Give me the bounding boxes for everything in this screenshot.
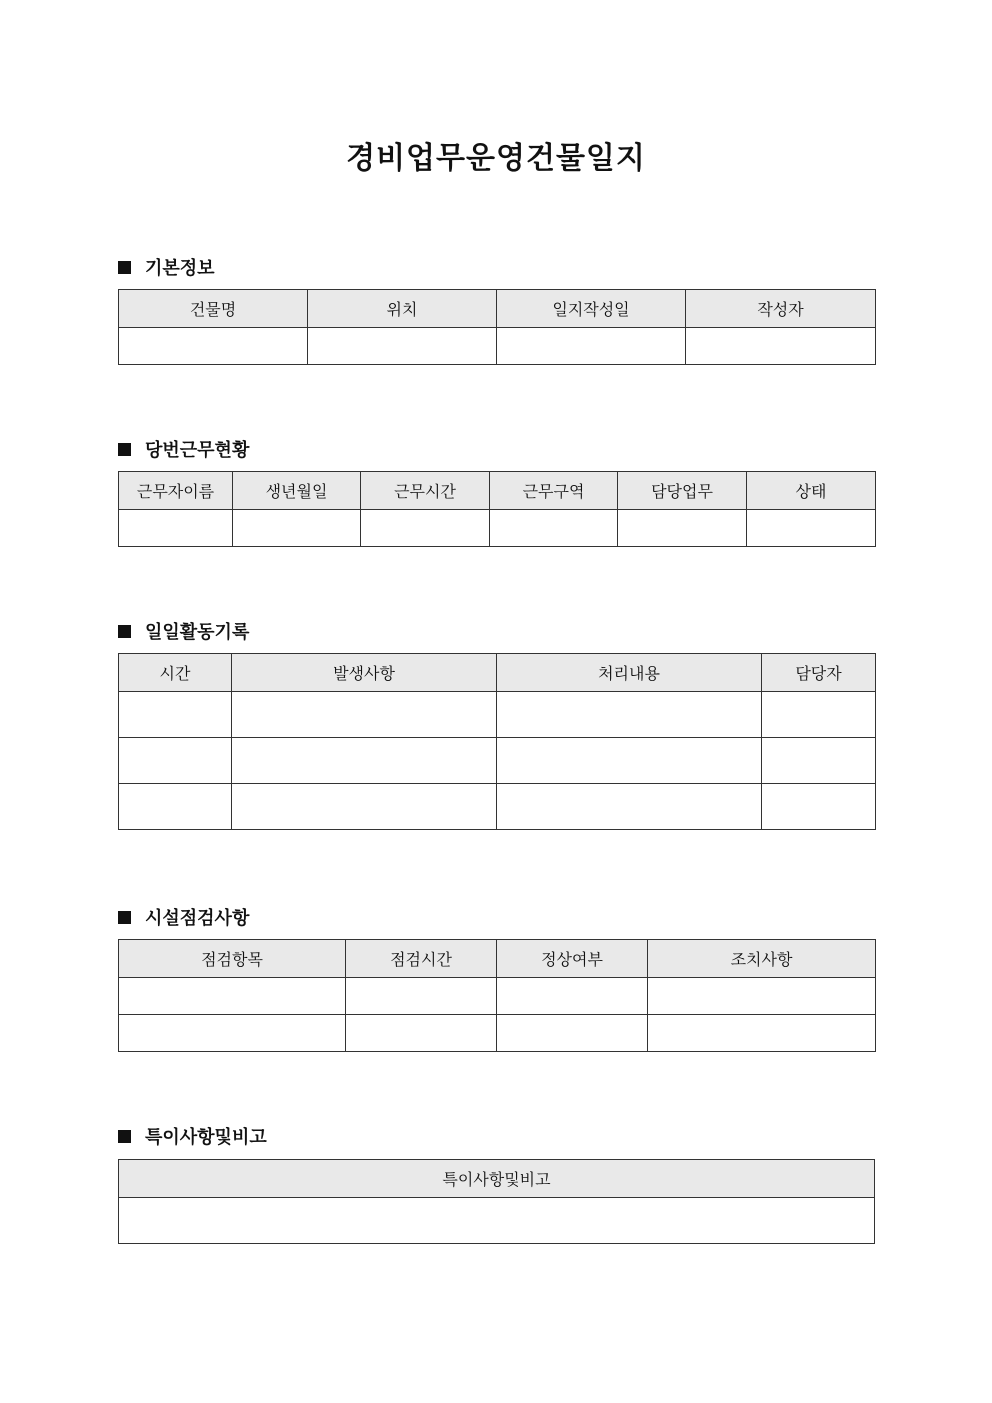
column-header: 발생사항 (232, 654, 497, 692)
table-cell[interactable] (747, 510, 876, 547)
daily-activity-table (118, 653, 876, 830)
column-header: 담당업무 (618, 472, 747, 510)
column-header: 점검시간 (346, 940, 497, 978)
table-cell[interactable] (232, 738, 497, 784)
column-header: 작성자 (686, 290, 876, 328)
table-cell[interactable] (308, 328, 497, 365)
facility-check-table (118, 939, 876, 1052)
section-heading-label: 시설점검사항 (145, 908, 250, 929)
table-header-row (119, 472, 876, 510)
column-header: 특이사항및비고 (119, 1160, 875, 1198)
section-heading-facility-check (118, 904, 249, 930)
column-header: 근무구역 (490, 472, 618, 510)
section-heading-label: 당번근무현황 (145, 440, 250, 461)
table-row (119, 1015, 876, 1052)
column-header: 생년월일 (233, 472, 361, 510)
column-header: 시간 (119, 654, 232, 692)
table-cell[interactable] (346, 978, 497, 1015)
table-header-row (119, 1160, 875, 1198)
table-cell[interactable] (497, 978, 648, 1015)
table-header-row (119, 654, 876, 692)
remarks-table (118, 1159, 875, 1244)
table-cell[interactable] (497, 784, 762, 830)
table-cell[interactable] (232, 784, 497, 830)
table-cell[interactable] (497, 738, 762, 784)
table-cell[interactable] (648, 978, 876, 1015)
table-cell[interactable] (119, 784, 232, 830)
table-cell[interactable] (762, 784, 876, 830)
basic-info-table (118, 289, 876, 365)
table-cell[interactable] (119, 692, 232, 738)
table-cell[interactable] (497, 1015, 648, 1052)
square-bullet-icon (118, 1130, 131, 1143)
column-header: 건물명 (119, 290, 308, 328)
table-cell[interactable] (762, 738, 876, 784)
section-heading-remarks (118, 1123, 267, 1149)
table-cell[interactable] (346, 1015, 497, 1052)
column-header: 근무자이름 (119, 472, 233, 510)
table-cell[interactable] (119, 738, 232, 784)
column-header: 조치사항 (648, 940, 876, 978)
square-bullet-icon (118, 911, 131, 924)
column-header: 점검항목 (119, 940, 346, 978)
square-bullet-icon (118, 625, 131, 638)
table-row (119, 692, 876, 738)
table-cell[interactable] (490, 510, 618, 547)
section-heading-label: 일일활동기록 (145, 622, 250, 643)
table-cell[interactable] (686, 328, 876, 365)
section-heading-duty-status (118, 436, 249, 462)
square-bullet-icon (118, 261, 131, 274)
table-cell[interactable] (497, 692, 762, 738)
table-row (119, 1198, 875, 1244)
table-cell[interactable] (119, 1198, 875, 1244)
column-header: 위치 (308, 290, 497, 328)
table-row (119, 738, 876, 784)
table-row (119, 328, 876, 365)
table-header-row (119, 290, 876, 328)
column-header: 상태 (747, 472, 876, 510)
table-header-row (119, 940, 876, 978)
square-bullet-icon (118, 443, 131, 456)
section-heading-basic-info (118, 254, 215, 280)
column-header: 근무시간 (361, 472, 490, 510)
document-title: 경비업무운영건물일지 (346, 141, 646, 176)
table-cell[interactable] (119, 978, 346, 1015)
table-cell[interactable] (497, 328, 686, 365)
table-cell[interactable] (119, 328, 308, 365)
table-row (119, 784, 876, 830)
table-row (119, 510, 876, 547)
table-cell[interactable] (232, 692, 497, 738)
table-row (119, 978, 876, 1015)
section-heading-label: 특이사항및비고 (145, 1127, 267, 1148)
table-cell[interactable] (119, 510, 233, 547)
column-header: 일지작성일 (497, 290, 686, 328)
table-cell[interactable] (119, 1015, 346, 1052)
section-heading-daily-activity (118, 618, 249, 644)
section-heading-label: 기본정보 (145, 258, 215, 279)
table-cell[interactable] (762, 692, 876, 738)
table-cell[interactable] (618, 510, 747, 547)
table-cell[interactable] (361, 510, 490, 547)
table-cell[interactable] (233, 510, 361, 547)
duty-status-table (118, 471, 876, 547)
table-cell[interactable] (648, 1015, 876, 1052)
column-header: 담당자 (762, 654, 876, 692)
column-header: 처리내용 (497, 654, 762, 692)
column-header: 정상여부 (497, 940, 648, 978)
